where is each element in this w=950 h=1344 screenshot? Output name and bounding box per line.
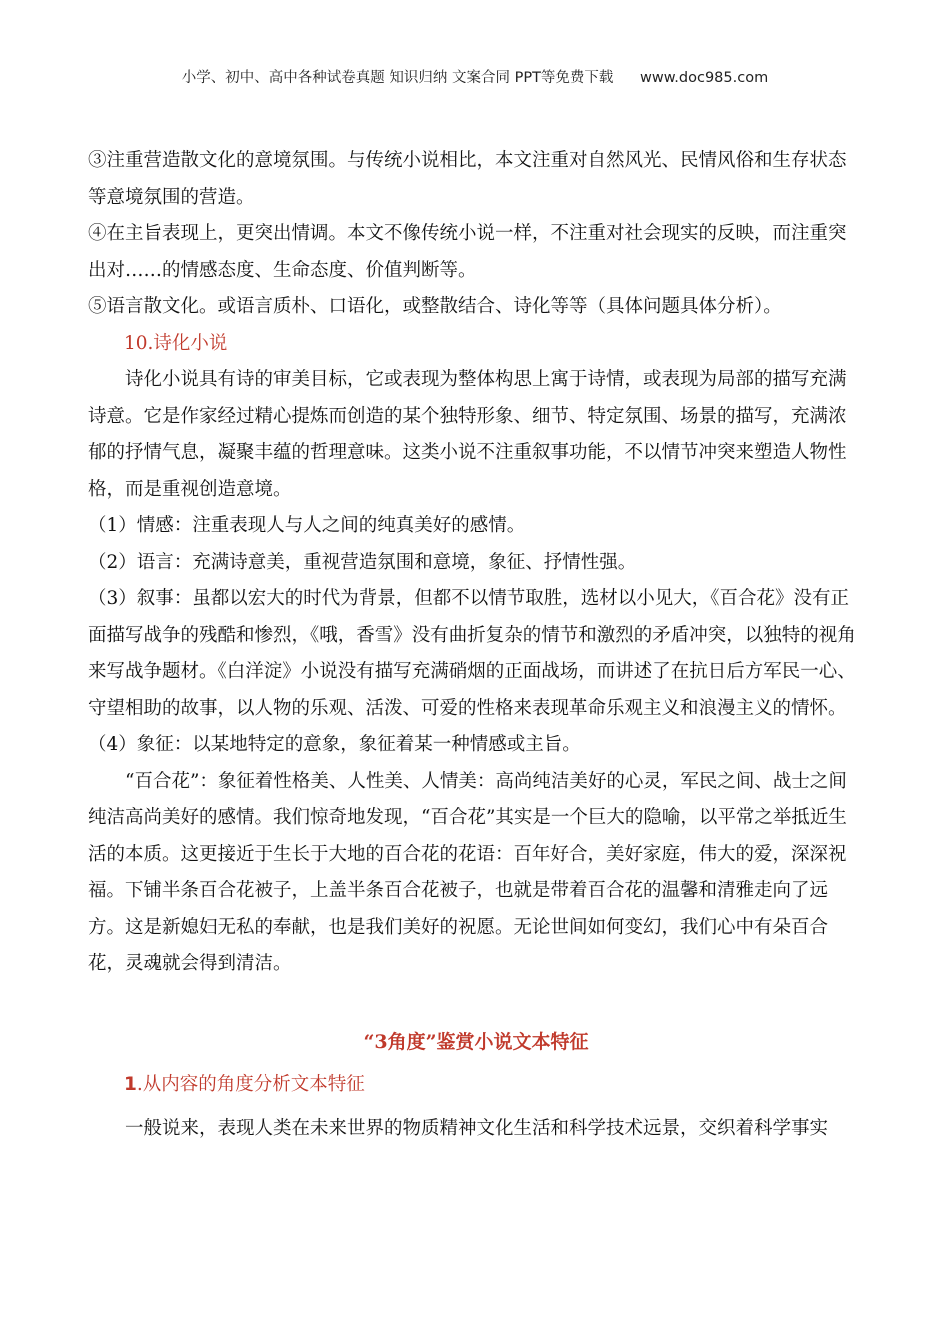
- header-text: 小学、初中、高中各种试卷真题 知识归纳 文案合同 PPT等免费下载: [181, 70, 614, 86]
- item-narrative: （3）叙事：虽都以宏大的时代为背景，但都不以情节取胜，选材以小见大，《百合花》没有正面描写战争的残酷和惨烈，《哦，香雪》没有曲折复杂的情节和激烈的矛盾冲突，以独特的视角来写战争题材。《白洋淀》小说没有描写充满硝烟的正面战场，而讲述了在抗日后方军民一心、守望相助的故事，以人物的乐观、活泼、可爱的性格来表现革命乐观主义和浪漫主义的情怀。: [88, 588, 856, 719]
- header-site-link[interactable]: www.doc985.com: [640, 70, 769, 86]
- heading-text: .从内容的角度分析文本特征: [136, 1073, 365, 1095]
- paragraph-content-angle: 一般说来，表现人类在未来世界的物质精神文化生活和科学技术远景，交织着科学事实: [125, 1118, 829, 1139]
- document-body: [88, 143, 864, 1148]
- item-emotion: （1）情感：注重表现人与人之间的纯真美好的感情。: [88, 515, 526, 536]
- paragraph-lily: “百合花”：象征着性格美、人性美、人情美：高尚纯洁美好的心灵，军民之间、战士之间纯洁高尚美好的感情。我们惊奇地发现，“百合花”其实是一个巨大的隐喻，以平常之举抵近生活的本质。这更接近于生长于大地的百合花的花语：百年好合，美好家庭，伟大的爱，深深祝福。下铺半条百合花被子，上盖半条百合花被子，也就是带着百合花的温馨和清雅走向了远方。这是新媳妇无私的奉献，也是我们美好的祝愿。无论世间如何变幻，我们心中有朵百合花，灵魂就会得到清洁。: [88, 770, 847, 974]
- section-title: “3角度”鉴赏小说文本特征: [363, 1030, 589, 1053]
- paragraph-poetic-intro: 诗化小说具有诗的审美目标，它或表现为整体构思上寓于诗情，或表现为局部的描写充满诗意。它是作家经过精心提炼而创造的某个独特形象、细节、特定氛围、场景的描写，充满浓郁的抒情气息，凝聚丰蕴的哲理意味。这类小说不注重叙事功能，不以情节冲突来塑造人物性格，而是重视创造意境。: [88, 369, 847, 500]
- paragraph-point-5: ⑤语言散文化。或语言质朴、口语化，或整散结合、诗化等等（具体问题具体分析）。: [88, 296, 782, 317]
- item-symbol: （4）象征：以某地特定的意象，象征着某一种情感或主旨。: [88, 734, 581, 755]
- heading-content-angle: [88, 1067, 864, 1104]
- paragraph-point-3: ③注重营造散文化的意境氛围。与传统小说相比，本文注重对自然风光、民情风俗和生存状态等意境氛围的营造。: [88, 150, 847, 208]
- page-header: [0, 66, 950, 87]
- heading-poetic-novel: 10.诗化小说: [124, 332, 228, 354]
- item-language: （2）语言：充满诗意美，重视营造氛围和意境，象征、抒情性强。: [88, 551, 637, 573]
- heading-number: 1: [124, 1073, 137, 1095]
- paragraph-point-4: ④在主旨表现上，更突出情调。本文不像传统小说一样，不注重对社会现实的反映，而注重突出对……的情感态度、生命态度、价值判断等。: [88, 223, 847, 281]
